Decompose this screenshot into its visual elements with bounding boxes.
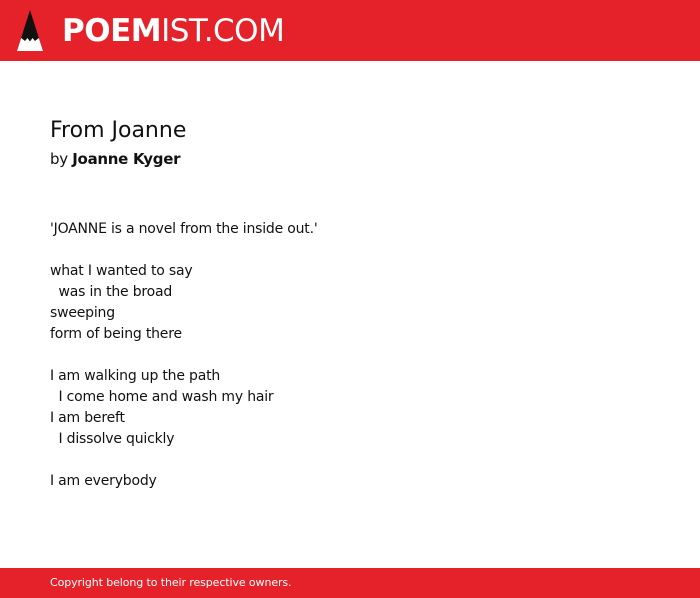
author-name[interactable]: Joanne Kyger bbox=[72, 150, 181, 168]
stanza-break bbox=[50, 450, 318, 471]
poem-line: form of being there bbox=[50, 326, 182, 342]
copyright-text: Copyright belong to their respective owners. bbox=[50, 576, 292, 589]
poem-body bbox=[50, 219, 318, 492]
poem-line: was in the broad bbox=[50, 284, 173, 300]
site-logo[interactable] bbox=[62, 11, 284, 51]
brand-bold: POEM bbox=[62, 13, 162, 49]
stanza-break bbox=[50, 345, 318, 366]
site-header bbox=[0, 0, 700, 61]
poem-line: sweeping bbox=[50, 305, 115, 321]
pen-nib-icon[interactable] bbox=[17, 10, 43, 51]
site-footer bbox=[0, 568, 700, 598]
poem-line: I am walking up the path bbox=[50, 368, 221, 384]
poem-byline bbox=[50, 149, 180, 169]
brand-light: IST.COM bbox=[161, 13, 285, 49]
by-label: by bbox=[50, 150, 68, 168]
poem-title: From Joanne bbox=[50, 118, 187, 143]
poem-line: I am bereft bbox=[50, 410, 125, 426]
poem-line: what I wanted to say bbox=[50, 263, 193, 279]
poem-line: I come home and wash my hair bbox=[50, 389, 274, 405]
poem-line: I am everybody bbox=[50, 473, 157, 489]
poem-line: 'JOANNE is a novel from the inside out.' bbox=[50, 221, 318, 237]
stanza-break bbox=[50, 240, 318, 261]
poem-line: I dissolve quickly bbox=[50, 431, 175, 447]
